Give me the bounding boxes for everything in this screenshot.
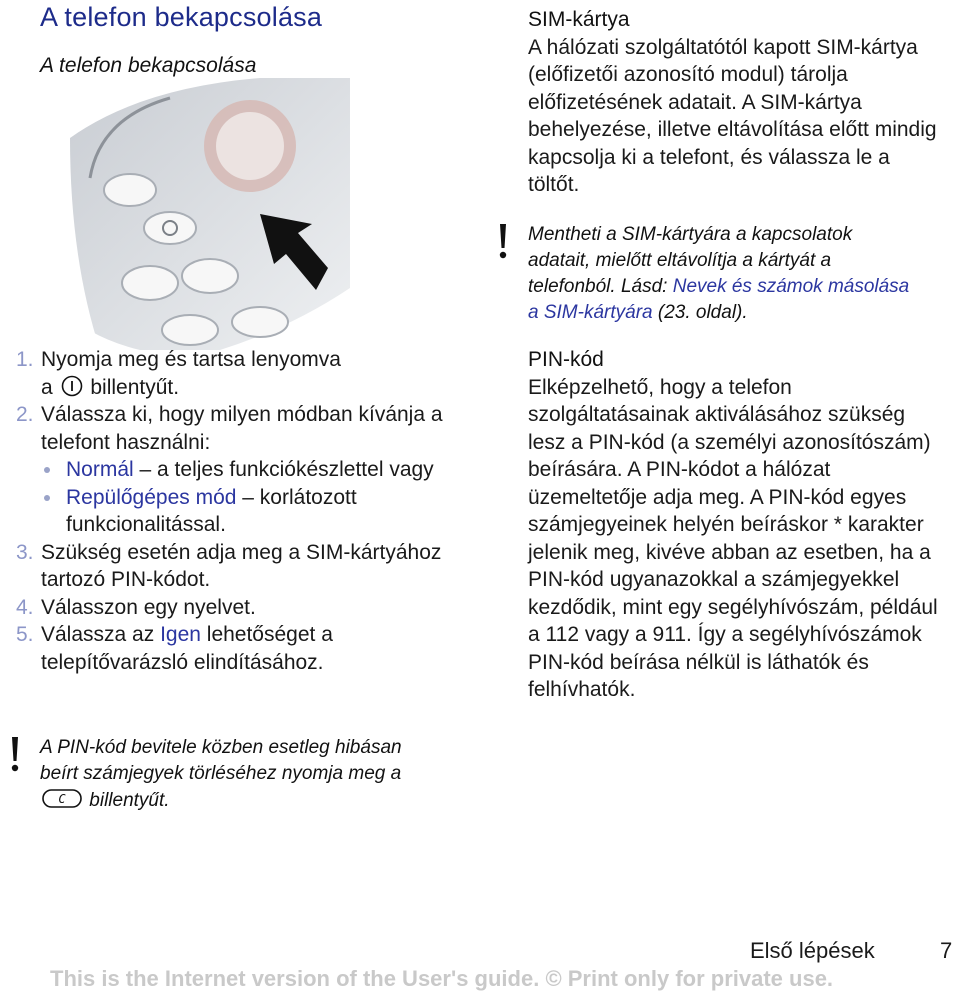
sim-contacts-note	[528, 222, 918, 326]
mode-description: – a teljes funkciókészlettel vagy	[133, 458, 434, 481]
phone-keypad-illustration	[60, 78, 350, 350]
step-4	[16, 594, 456, 622]
mode-term: Repülőgépes mód	[66, 485, 237, 509]
option-term: Igen	[160, 623, 201, 646]
page-number: 7	[940, 938, 953, 963]
section-heading: SIM-kártya	[528, 8, 630, 31]
footer-section-name: Első lépések	[750, 938, 875, 963]
bullet-icon	[44, 467, 50, 473]
step-1	[16, 346, 456, 401]
warning-exclamation-icon	[10, 737, 20, 773]
step-text: lehetőséget a telepítővarázsló elindításához.	[41, 623, 333, 674]
section-body: Elképzelhető, hogy a telefon szolgáltatásainak aktiválásához szükség lesz a PIN-kód (a személyi azonosítószám) beírására. A PIN-kódot a hálózat üzemeltetője adja meg. A PIN-kód egyes számjegyeinek helyén beíráskor * karakter jelenik meg, kivéve abban az esetben, ha a PIN-kód ugyanazokkal a számjegyekkel kezdődik, mint egy segélyhívószám, például a 112 vagy a 911. Így a segélyhívószámok PIN-kód beírása nélkül is láthatók és felhívhatók.	[528, 375, 938, 701]
warning-exclamation-icon	[498, 224, 508, 260]
watermark-text: This is the Internet version of the User's guide. © Print only for private use.	[50, 966, 834, 991]
mode-term: Normál	[66, 458, 134, 481]
step-3	[16, 539, 456, 594]
step-text: billentyűt.	[90, 375, 180, 399]
step-text: Nyomja meg és tartsa lenyomva	[41, 348, 341, 371]
step-text: a	[41, 375, 53, 399]
note-text: (23. oldal).	[652, 302, 748, 323]
step-text: Válasszon egy nyelvet.	[41, 595, 256, 619]
c-key-label: C	[58, 792, 66, 806]
note-text: billentyűt.	[89, 790, 170, 811]
sim-card-section	[528, 6, 938, 199]
step-number: 1.	[16, 348, 34, 371]
step-text: Szükség esetén adja meg a SIM-kártyához tartozó PIN-kódot.	[41, 540, 442, 591]
c-key-icon	[42, 787, 82, 809]
step-number: 2.	[16, 403, 34, 426]
step-number: 5.	[16, 623, 34, 646]
step-text: Válassza az	[41, 623, 161, 646]
mode-option-flight	[16, 484, 456, 539]
page-title: A telefon bekapcsolása	[40, 2, 323, 32]
section-heading: PIN-kód	[528, 348, 604, 371]
pin-code-section	[528, 346, 938, 704]
section-body: A hálózati szolgáltatótól kapott SIM-kártya (előfizetői azonosító modul) tárolja előfizetésének adatait. A SIM-kártya behelyezése, illetve eltávolítása előtt mindig kapcsolja ki a telefont, és válassza le a töltőt.	[528, 35, 937, 196]
mode-option-normal	[16, 456, 456, 484]
power-key-icon	[61, 375, 83, 397]
step-2	[16, 401, 456, 456]
note-text: A PIN-kód bevitele közben esetleg hibásan beírt számjegyek törléséhez nyomja meg a	[40, 737, 402, 784]
note-text: Mentheti a SIM-kártyára a kapcsolatok adatait, mielőtt eltávolítja a kártyát a telefonból. Lásd:	[528, 224, 853, 297]
bullet-icon	[44, 495, 50, 501]
step-text: Válassza ki, hogy milyen módban kívánja a telefont használni:	[41, 403, 443, 454]
step-number: 3.	[16, 540, 34, 564]
startup-steps-list	[16, 346, 456, 676]
mode-description: – korlátozott funkcionalitással.	[66, 485, 357, 536]
step-number: 4.	[16, 595, 34, 619]
section-subtitle: A telefon bekapcsolása	[40, 54, 257, 77]
step-5	[16, 621, 456, 676]
pin-entry-note	[40, 735, 420, 814]
cross-reference-link[interactable]: Nevek és számok másolása a SIM-kártyára	[528, 276, 910, 323]
